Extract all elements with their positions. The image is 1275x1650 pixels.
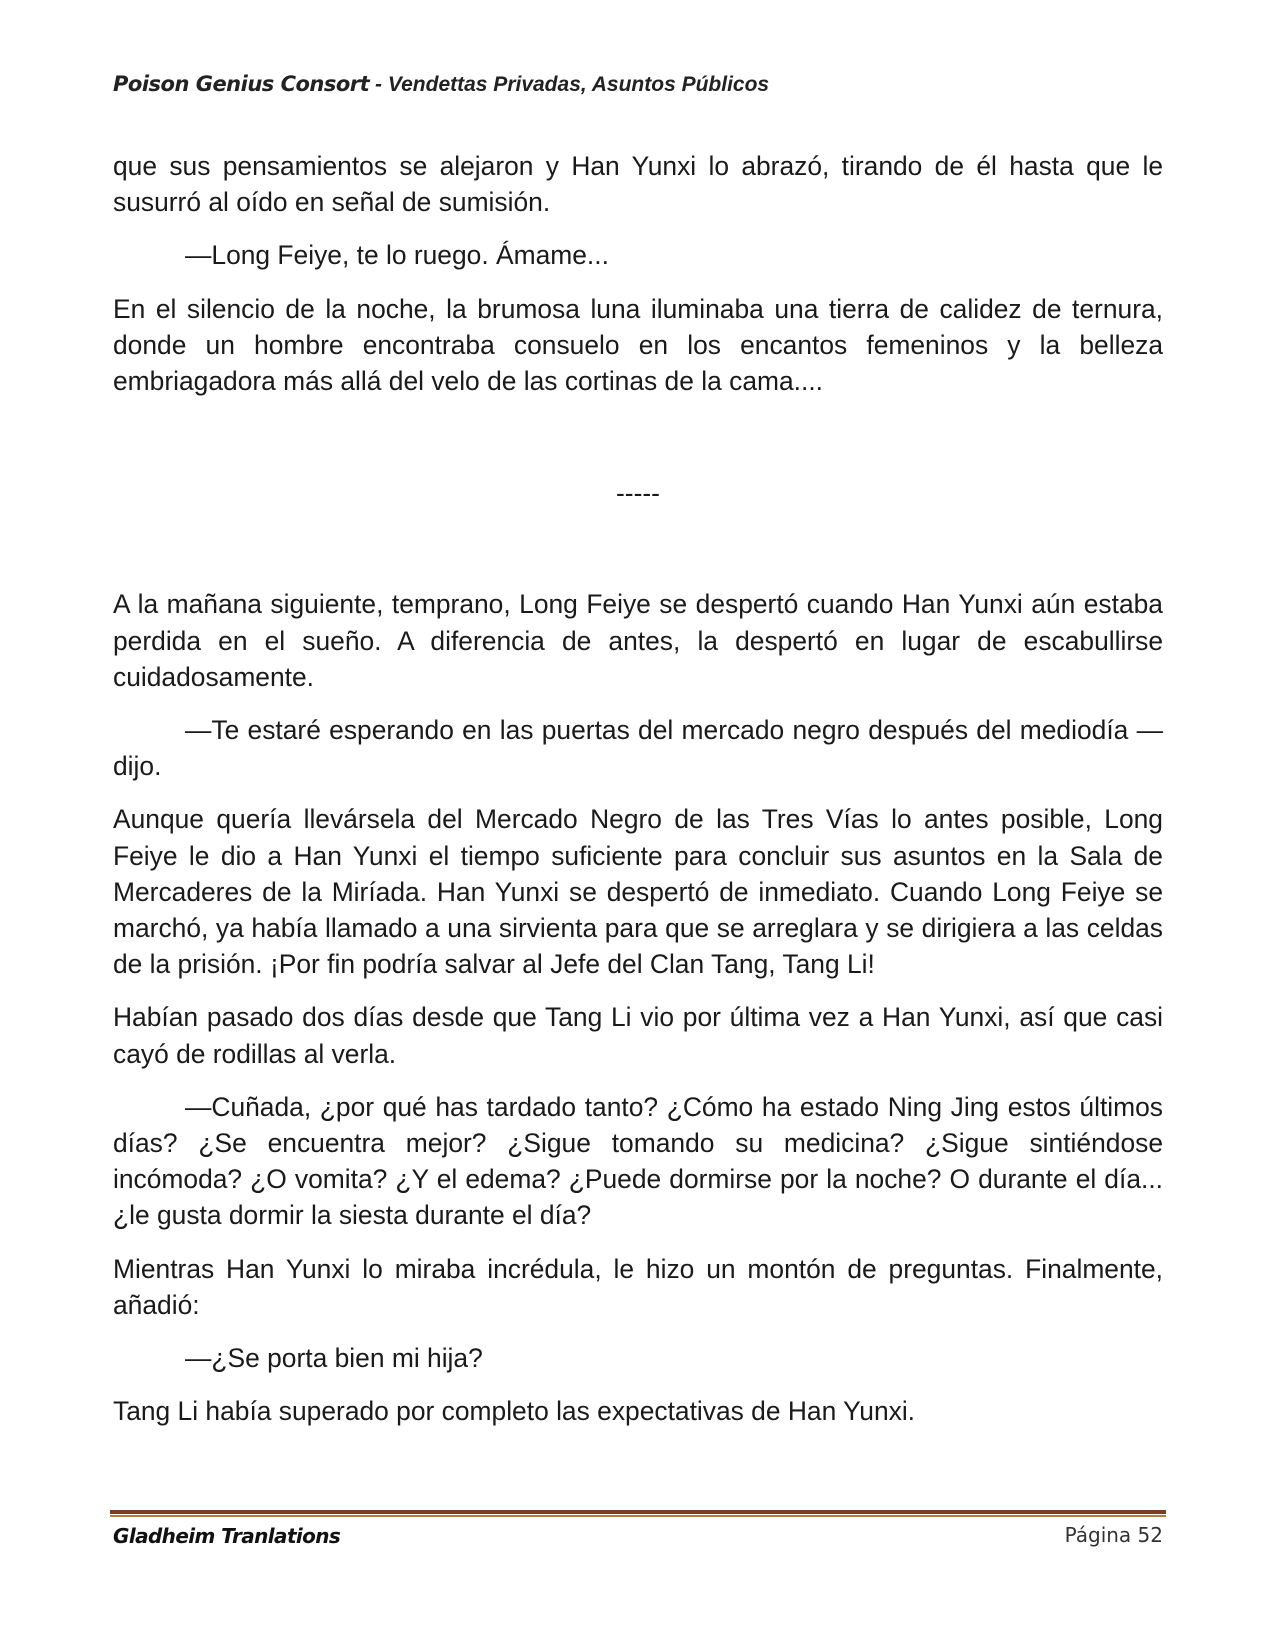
scene-separator: ----- — [616, 478, 660, 509]
dialogue-paragraph: —Long Feiye, te lo ruego. Ámame... — [185, 240, 609, 271]
page-body — [113, 148, 1163, 1446]
paragraph: Habían pasado dos días desde que Tang Li vio por última vez a Han Yunxi, así que casi cayó de rodillas al verla. — [113, 1002, 1163, 1069]
header-series-title: Poison Genius Consort — [113, 72, 370, 96]
footer-divider — [110, 1510, 1166, 1517]
page-number — [1065, 1523, 1163, 1547]
page-number-value: 52 — [1137, 1523, 1163, 1547]
dialogue-paragraph: —¿Se porta bien mi hija? — [185, 1343, 483, 1374]
paragraph: que sus pensamientos se alejaron y Han Yunxi lo abrazó, tirando de él hasta que le susurró al oído en señal de sumisión. — [113, 151, 1163, 218]
running-header — [113, 72, 1163, 97]
footer-translator-credit: Gladheim Tranlations — [113, 1524, 341, 1548]
paragraph: Aunque quería llevársela del Mercado Negro de las Tres Vías lo antes posible, Long Feiye le dio a Han Yunxi el tiempo suficiente para concluir sus asuntos en la Sala de Mercaderes de la Miríada. Han Yunxi se despertó de inmediato. Cuando Long Feiye se marchó, ya había llamado a una sirvienta para que se arreglara y se dirigiera a las celdas de la prisión. ¡Por fin podría salvar al Jefe del Clan Tang, Tang Li! — [113, 804, 1163, 980]
header-separator: - — [369, 73, 388, 96]
dialogue-paragraph: —Cuñada, ¿por qué has tardado tanto? ¿Cómo ha estado Ning Jing estos últimos días? ¿Se encuentra mejor? ¿Sigue tomando su medicina? ¿Sigue sintiéndose incómoda? ¿O vomita? ¿Y el edema? ¿Puede dormirse por la noche? O durante el día... ¿le gusta dormir la siesta durante el día? — [113, 1091, 1163, 1231]
paragraph: Tang Li había superado por completo las expectativas de Han Yunxi. — [113, 1396, 916, 1427]
dialogue-paragraph: —Te estaré esperando en las puertas del mercado negro después del mediodía —dijo. — [113, 715, 1163, 782]
paragraph: A la mañana siguiente, temprano, Long Feiye se despertó cuando Han Yunxi aún estaba perdida en el sueño. A diferencia de antes, la despertó en lugar de escabullirse cuidadosamente. — [113, 589, 1163, 692]
paragraph: Mientras Han Yunxi lo miraba incrédula, le hizo un montón de preguntas. Finalmente, añadió: — [113, 1253, 1163, 1320]
paragraph: En el silencio de la noche, la brumosa luna iluminaba una tierra de calidez de ternura, donde un hombre encontraba consuelo en los encantos femeninos y la belleza embriagadora más allá del velo de las cortinas de la cama.... — [113, 293, 1163, 397]
page-label: Página — [1064, 1523, 1132, 1547]
header-chapter-title: Vendettas Privadas, Asuntos Públicos — [387, 73, 770, 96]
